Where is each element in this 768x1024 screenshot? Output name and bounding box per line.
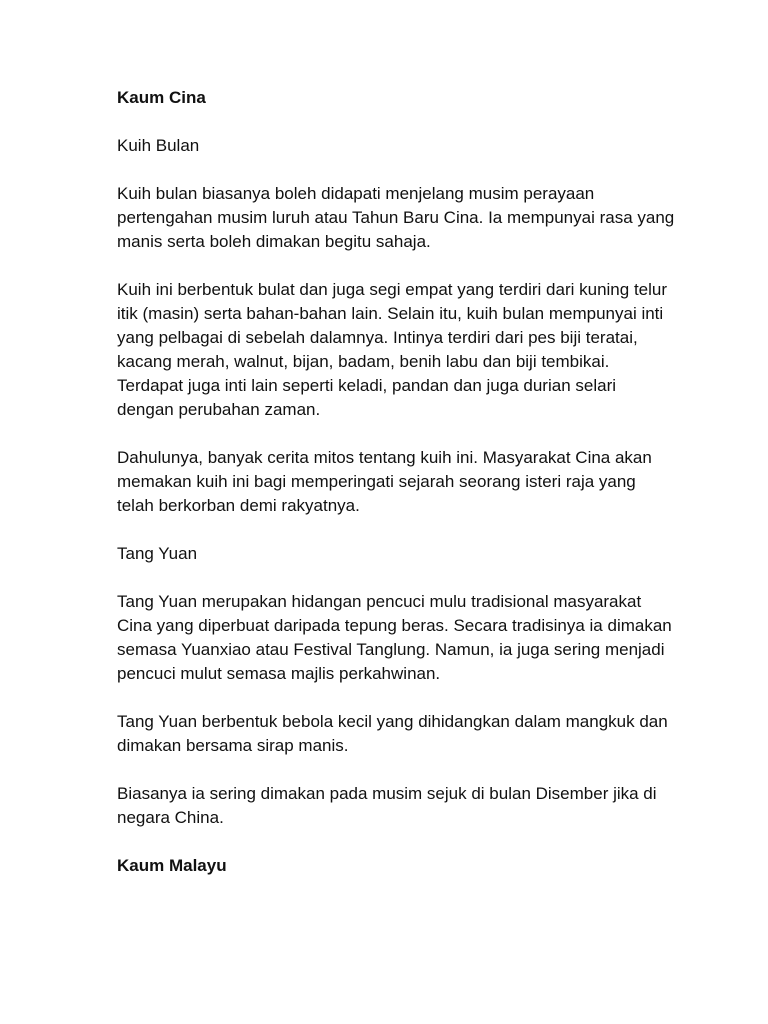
- document-page: [117, 86, 677, 902]
- subheading-kuih-bulan: Kuih Bulan: [117, 136, 200, 155]
- paragraph-kuih-bulan-2: Kuih ini berbentuk bulat dan juga segi empat yang terdiri dari kuning telur itik (masin) serta bahan-bahan lain. Selain itu, kuih bulan mempunyai inti yang pelbagai di sebelah dalamnya. Intinya terdiri dari pes biji teratai, kacang merah, walnut, bijan, badam, benih labu dan biji tembikai. Terdapat juga inti lain seperti keladi, pandan dan juga durian selari dengan perubahan zaman.: [117, 280, 668, 419]
- section-heading-kaum-malayu: Kaum Malayu: [117, 856, 227, 875]
- subheading-tang-yuan: Tang Yuan: [117, 544, 198, 563]
- paragraph-tang-yuan-1: Tang Yuan merupakan hidangan pencuci mulu tradisional masyarakat Cina yang diperbuat daripada tepung beras. Secara tradisinya ia dimakan semasa Yuanxiao atau Festival Tanglung. Namun, ia juga sering menjadi pencuci mulut semasa majlis perkahwinan.: [117, 592, 672, 683]
- paragraph-kuih-bulan-1: Kuih bulan biasanya boleh didapati menjelang musim perayaan pertengahan musim luruh atau Tahun Baru Cina. Ia mempunyai rasa yang manis serta boleh dimakan begitu sahaja.: [117, 184, 675, 251]
- paragraph-tang-yuan-2: Tang Yuan berbentuk bebola kecil yang dihidangkan dalam mangkuk dan dimakan bersama sirap manis.: [117, 712, 668, 755]
- paragraph-kuih-bulan-3: Dahulunya, banyak cerita mitos tentang kuih ini. Masyarakat Cina akan memakan kuih ini bagi memperingati sejarah seorang isteri raja yang telah berkorban demi rakyatnya.: [117, 448, 652, 515]
- section-heading-kaum-cina: Kaum Cina: [117, 88, 206, 107]
- paragraph-tang-yuan-3: Biasanya ia sering dimakan pada musim sejuk di bulan Disember jika di negara China.: [117, 784, 657, 827]
